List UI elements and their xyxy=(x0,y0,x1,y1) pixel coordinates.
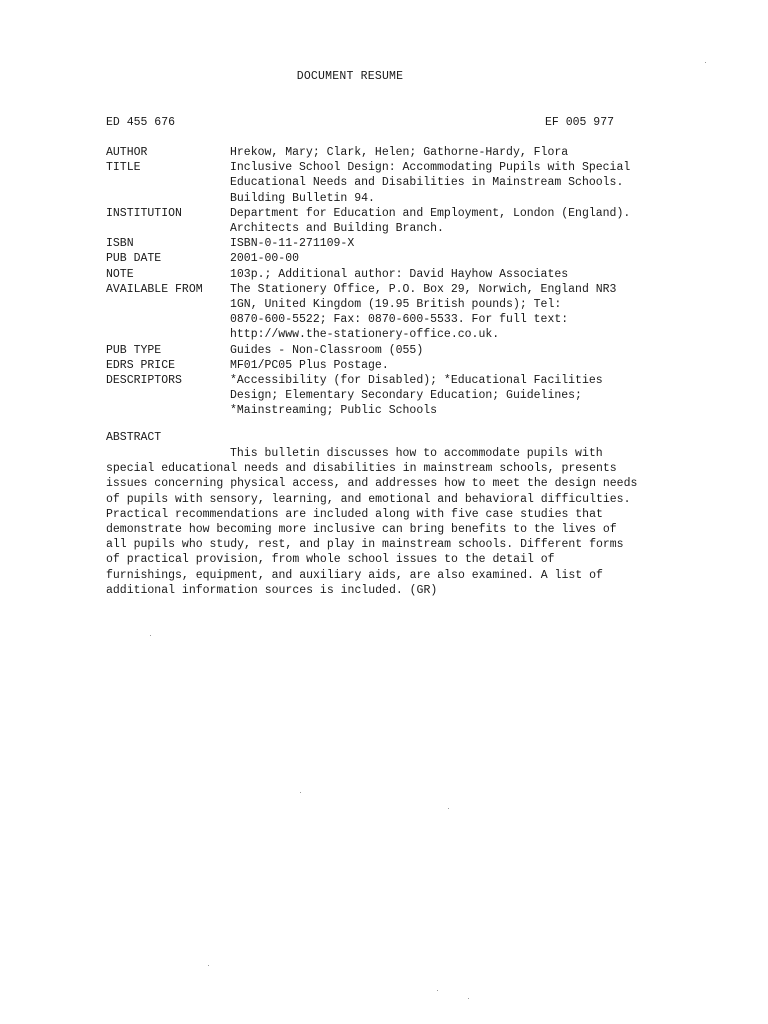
field-label: AUTHOR xyxy=(106,146,148,159)
field-value xyxy=(230,236,666,251)
scan-speck xyxy=(448,808,449,809)
field-value-line: The Stationery Office, P.O. Box 29, Norwich, England NR3 xyxy=(230,282,617,296)
abstract-line: all pupils who study, rest, and play in mainstream schools. Different forms xyxy=(106,538,624,552)
field-row xyxy=(106,373,666,419)
field-row xyxy=(106,267,666,282)
field-value-line: 0870-600-5522; Fax: 0870-600-5533. For full text: xyxy=(230,313,569,327)
field-value xyxy=(230,343,666,358)
field-value-line: ISBN-0-11-271109-X xyxy=(230,237,355,251)
field-value xyxy=(230,160,666,206)
field-label: ISBN xyxy=(106,237,134,251)
field-value xyxy=(230,373,666,419)
scan-speck xyxy=(468,998,469,999)
abstract-label: ABSTRACT xyxy=(106,431,162,444)
field-value-line: Hrekow, Mary; Clark, Helen; Gathorne-Hardy, Flora xyxy=(230,146,569,159)
abstract-line: issues concerning physical access, and addresses how to meet the design needs xyxy=(106,477,638,491)
field-label: PUB DATE xyxy=(106,252,162,266)
ed-number: ED 455 676 xyxy=(106,116,176,129)
field-row xyxy=(106,358,666,373)
field-label: DESCRIPTORS xyxy=(106,374,182,388)
field-value-line: Building Bulletin 94. xyxy=(230,191,375,205)
field-value-line: http://www.the-stationery-office.co.uk. xyxy=(230,328,500,342)
field-value-line: MF01/PC05 Plus Postage. xyxy=(230,358,389,372)
field-value-line: *Mainstreaming; Public Schools xyxy=(230,404,438,418)
field-value-line: Inclusive School Design: Accommodating Pupils with Special xyxy=(230,161,631,175)
abstract-text xyxy=(106,446,666,598)
field-value xyxy=(230,267,666,282)
scan-speck xyxy=(208,965,209,966)
field-label: AVAILABLE FROM xyxy=(106,282,203,296)
field-row xyxy=(106,160,666,206)
abstract-line: demonstrate how becoming more inclusive can bring benefits to the lives of xyxy=(106,523,617,537)
field-row xyxy=(106,145,666,160)
abstract-line: of practical provision, from whole school issues to the detail of xyxy=(106,553,555,567)
field-value-line: Educational Needs and Disabilities in Mainstream Schools. xyxy=(230,176,624,190)
abstract-line: additional information sources is included. (GR) xyxy=(106,583,438,597)
field-row xyxy=(106,251,666,266)
scan-speck xyxy=(705,62,706,63)
scan-speck xyxy=(437,990,438,991)
field-label: PUB TYPE xyxy=(106,343,162,357)
field-value xyxy=(230,145,666,160)
abstract-line: special educational needs and disabilities in mainstream schools, presents xyxy=(106,462,617,476)
field-row xyxy=(106,343,666,358)
field-label: EDRS PRICE xyxy=(106,358,176,372)
field-label: INSTITUTION xyxy=(106,206,182,220)
metadata-fields xyxy=(106,145,666,419)
field-value-line: Architects and Building Branch. xyxy=(230,222,444,236)
field-value-line: Design; Elementary Secondary Education; Guidelines; xyxy=(230,389,582,403)
field-row xyxy=(106,282,666,343)
field-value-line: Guides - Non-Classroom (055) xyxy=(230,343,424,357)
field-value-line: 1GN, United Kingdom (19.95 British pounds); Tel: xyxy=(230,298,562,312)
scan-speck xyxy=(150,635,151,636)
field-value-line: 103p.; Additional author: David Hayhow Associates xyxy=(230,267,569,281)
abstract-line: This bulletin discusses how to accommodate pupils with xyxy=(230,447,603,460)
field-value xyxy=(230,358,666,373)
field-value-line: *Accessibility (for Disabled); *Educational Facilities xyxy=(230,374,603,388)
abstract-line: of pupils with sensory, learning, and emotional and behavioral difficulties. xyxy=(106,492,631,506)
field-value xyxy=(230,251,666,266)
field-value xyxy=(230,206,666,236)
scan-speck xyxy=(300,792,301,793)
abstract-line: Practical recommendations are included along with five case studies that xyxy=(106,507,603,521)
field-label: TITLE xyxy=(106,161,141,175)
document-title: DOCUMENT RESUME xyxy=(296,70,404,83)
field-row xyxy=(106,206,666,236)
abstract-line: furnishings, equipment, and auxiliary aids, are also examined. A list of xyxy=(106,568,603,582)
field-value-line: 2001-00-00 xyxy=(230,252,300,266)
field-value-line: Department for Education and Employment, London (England). xyxy=(230,206,631,220)
ef-number: EF 005 977 xyxy=(545,116,615,129)
field-value xyxy=(230,282,666,343)
field-label: NOTE xyxy=(106,267,134,281)
field-row xyxy=(106,236,666,251)
